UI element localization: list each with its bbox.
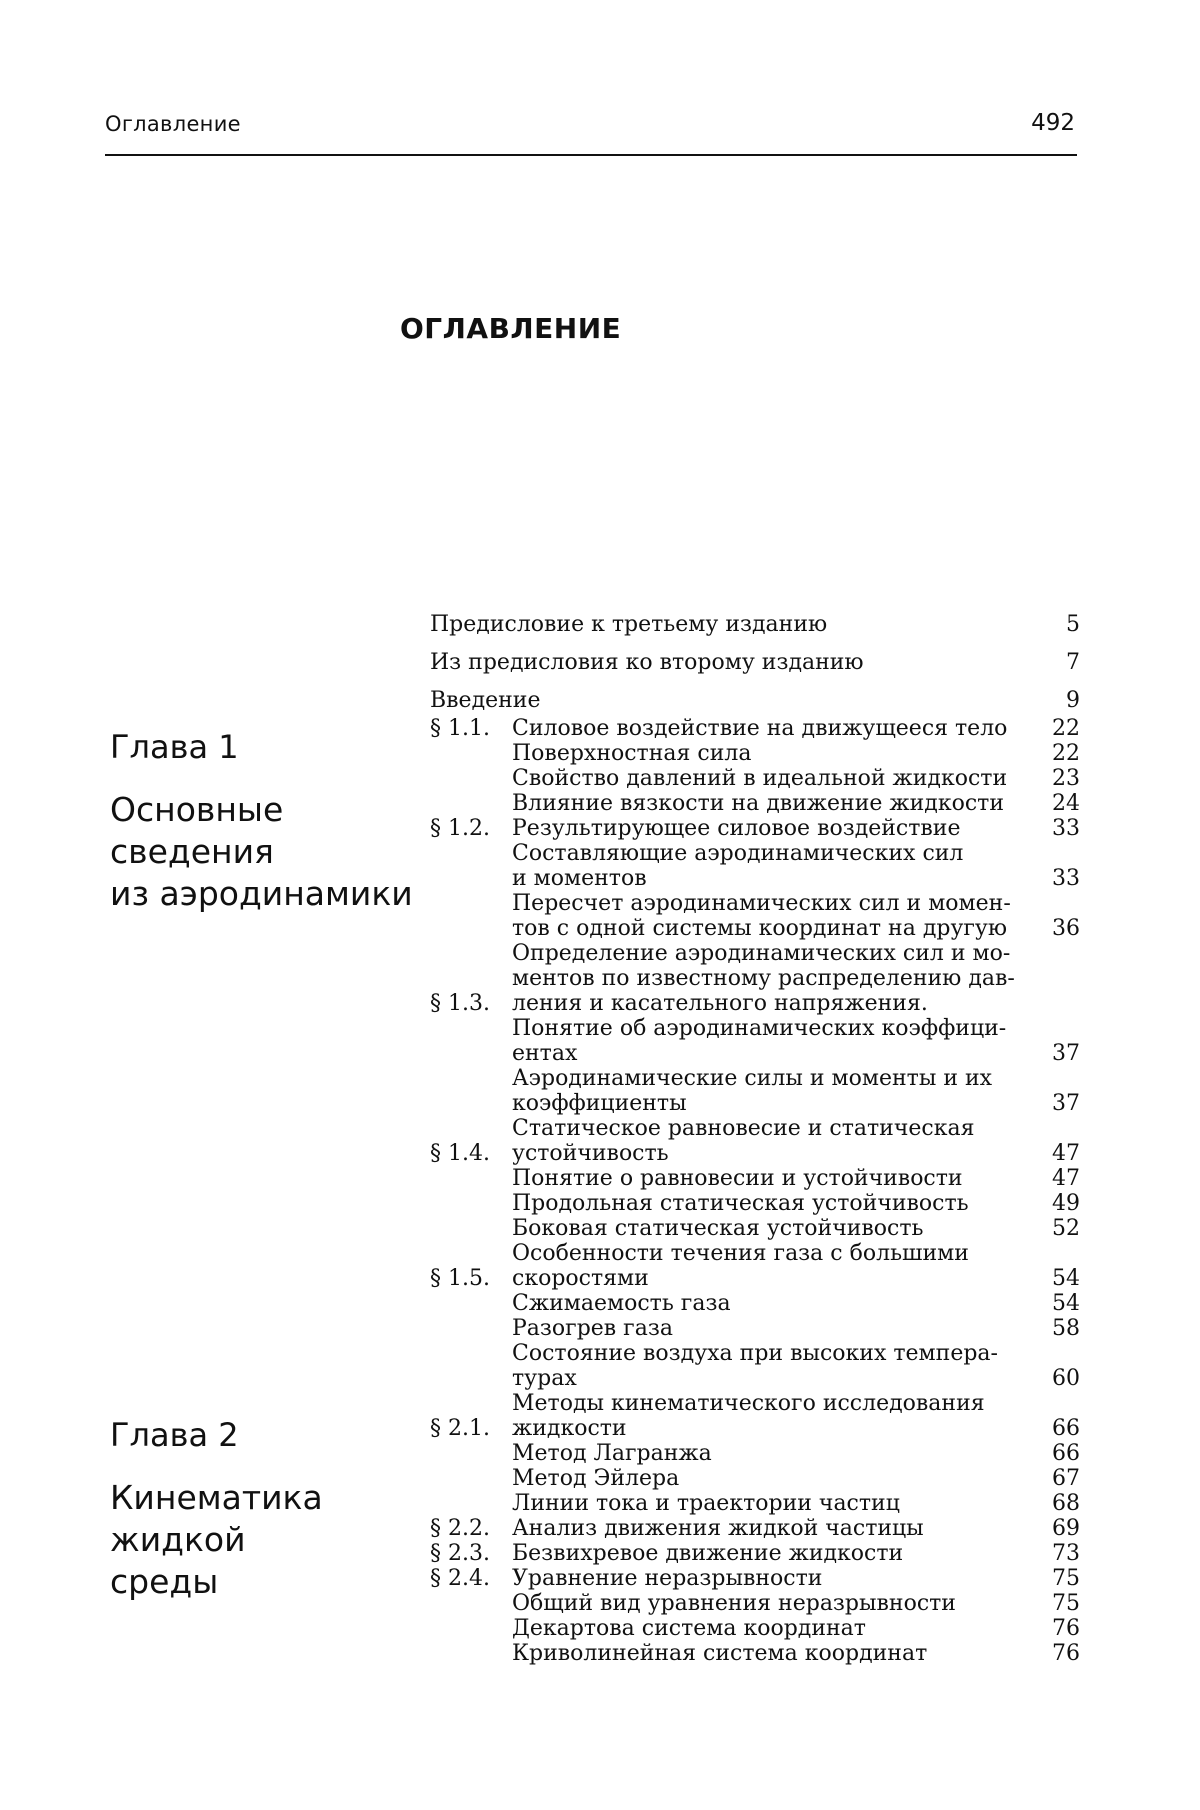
toc-entry — [430, 1491, 1080, 1516]
chapter-title-line: Кинематика — [110, 1478, 323, 1517]
toc-entry — [430, 1516, 1080, 1541]
toc-page-number: 33 — [1052, 816, 1080, 841]
toc-entry-title — [512, 1166, 1036, 1191]
toc-entry-line: и моментов — [512, 866, 647, 891]
toc-page-number: 47 — [1052, 1141, 1080, 1166]
toc-entry-line: ментов по известному распределению дав- — [512, 966, 1015, 991]
toc-entry — [430, 1216, 1080, 1241]
toc-entry-title — [512, 1391, 1036, 1441]
toc-entry-line: Пересчет аэродинамических сил и момен- — [512, 891, 1011, 916]
toc-page-number: 73 — [1052, 1541, 1080, 1566]
toc-page-number: 36 — [1052, 916, 1080, 941]
toc-entry — [430, 941, 1080, 1016]
toc-entry-line: Общий вид уравнения неразрывности — [512, 1591, 956, 1616]
toc-entry-title — [512, 1566, 1036, 1591]
toc-entry-title — [512, 766, 1036, 791]
toc-entry-line: Определение аэродинамических сил и мо- — [512, 941, 1011, 966]
toc-page-number: 33 — [1052, 866, 1080, 891]
toc-entry-line: Свойство давлений в идеальной жидкости — [512, 766, 1008, 791]
toc-entry-line: турах — [512, 1366, 577, 1391]
toc-entry-line: Поверхностная сила — [512, 741, 752, 766]
toc-page-number: 47 — [1052, 1166, 1080, 1191]
toc-entry-title — [512, 841, 1036, 891]
toc-entry-title — [512, 1516, 1036, 1541]
toc-entry-line: устойчивость — [512, 1141, 669, 1166]
toc-entry — [430, 716, 1080, 741]
toc-section-number: § 2.4. — [430, 1566, 490, 1591]
toc-section-number: § 1.5. — [430, 1266, 490, 1291]
chapter-2-heading — [110, 1415, 430, 1603]
toc-page-number: 66 — [1052, 1416, 1080, 1441]
toc-page-number: 76 — [1052, 1641, 1080, 1666]
toc-entry-line: Силовое воздействие на движущееся тело — [512, 716, 1008, 741]
toc-section-number: § 1.4. — [430, 1141, 490, 1166]
toc-page-number: 76 — [1052, 1616, 1080, 1641]
table-of-contents — [430, 612, 1080, 1666]
toc-entry-title — [512, 1241, 1036, 1291]
toc-entry-line: жидкости — [512, 1416, 627, 1441]
toc-section-number: § 2.2. — [430, 1516, 490, 1541]
toc-entry — [430, 1466, 1080, 1491]
toc-page-number: 54 — [1052, 1291, 1080, 1316]
toc-entry — [430, 816, 1080, 841]
toc-section-number: § 2.3. — [430, 1541, 490, 1566]
toc-section-number: § 1.2. — [430, 816, 490, 841]
toc-entry-title — [512, 716, 1036, 741]
toc-entry-line: Линии тока и траектории частиц — [512, 1491, 900, 1516]
toc-page-number: 22 — [1052, 716, 1080, 741]
toc-entry-line: ентах — [512, 1041, 578, 1066]
toc-entry-line: коэффициенты — [512, 1091, 687, 1116]
toc-entry — [430, 891, 1080, 941]
toc-entry-line: скоростями — [512, 1266, 649, 1291]
toc-entry-title — [512, 941, 1036, 1016]
toc-entry — [430, 1291, 1080, 1316]
toc-entry-title — [512, 1216, 1036, 1241]
toc-entry-line: Составляющие аэродинамических сил — [512, 841, 964, 866]
toc-entry — [430, 841, 1080, 891]
toc-page-number: 75 — [1052, 1591, 1080, 1616]
toc-entry-line: Безвихревое движение жидкости — [512, 1541, 904, 1566]
toc-entry-line: Аэродинамические силы и моменты и их — [512, 1066, 993, 1091]
toc-page-number: 75 — [1052, 1566, 1080, 1591]
chapter-1-heading — [110, 727, 430, 915]
chapter-title-line: сведения — [110, 832, 274, 871]
chapter-title — [110, 789, 430, 915]
toc-entry — [430, 1241, 1080, 1291]
toc-entry-line: Предисловие к третьему изданию — [430, 612, 828, 637]
toc-section-number: § 2.1. — [430, 1416, 490, 1441]
toc-entry — [430, 1191, 1080, 1216]
toc-entry-line: Методы кинематического исследования — [512, 1391, 985, 1416]
toc-entry-title — [512, 1191, 1036, 1216]
toc-page-number: 69 — [1052, 1516, 1080, 1541]
toc-section-number: § 1.3. — [430, 991, 490, 1016]
toc-page-number: 9 — [1066, 688, 1080, 713]
toc-entry — [430, 1541, 1080, 1566]
toc-entry — [430, 1591, 1080, 1616]
toc-entry — [430, 650, 1080, 676]
toc-entry — [430, 1341, 1080, 1391]
toc-entry-title — [512, 1291, 1036, 1316]
toc-entry — [430, 791, 1080, 816]
toc-page-number: 24 — [1052, 791, 1080, 816]
toc-entry-title — [512, 1541, 1036, 1566]
toc-entry-line: Статическое равновесие и статическая — [512, 1116, 975, 1141]
running-head-title: Оглавление — [105, 112, 241, 136]
toc-page-number: 22 — [1052, 741, 1080, 766]
toc-page-number: 52 — [1052, 1216, 1080, 1241]
page-title: ОГЛАВЛЕНИЕ — [400, 312, 622, 345]
toc-section-number: § 1.1. — [430, 716, 490, 741]
toc-entry-title — [512, 741, 1036, 766]
toc-page-number: 60 — [1052, 1366, 1080, 1391]
toc-entry — [430, 1566, 1080, 1591]
toc-entry-title — [512, 1616, 1036, 1641]
toc-page-number: 37 — [1052, 1091, 1080, 1116]
toc-entry-line: Разогрев газа — [512, 1316, 673, 1341]
chapter-label: Глава 2 — [110, 1416, 239, 1454]
toc-entry-line: тов с одной системы координат на другую — [512, 916, 1008, 941]
toc-entry-title — [512, 1466, 1036, 1491]
page-number: 492 — [1031, 110, 1075, 136]
toc-entry-title — [512, 1066, 1036, 1116]
toc-page-number: 37 — [1052, 1041, 1080, 1066]
toc-entry — [430, 1641, 1080, 1666]
toc-entry — [430, 612, 1080, 638]
toc-page-number: 7 — [1066, 650, 1080, 675]
toc-entry — [430, 1441, 1080, 1466]
toc-entry-line: Метод Лагранжа — [512, 1441, 712, 1466]
toc-entry — [430, 1166, 1080, 1191]
toc-entry-line: Декартова система координат — [512, 1616, 866, 1641]
toc-entry-title — [512, 1641, 1036, 1666]
toc-entry — [430, 1616, 1080, 1641]
toc-entry-line: Понятие о равновесии и устойчивости — [512, 1166, 963, 1191]
toc-entry — [430, 1316, 1080, 1341]
toc-entry-line: Боковая статическая устойчивость — [512, 1216, 924, 1241]
toc-entry-line: Понятие об аэродинамических коэффици- — [512, 1016, 1007, 1041]
toc-entry-title — [512, 1016, 1036, 1066]
toc-entry-title — [512, 891, 1036, 941]
toc-page-number: 67 — [1052, 1466, 1080, 1491]
toc-entry-line: Особенности течения газа с большими — [512, 1241, 969, 1266]
toc-page-number: 68 — [1052, 1491, 1080, 1516]
toc-entry-title — [512, 1441, 1036, 1466]
toc-entry-line: Продольная статическая устойчивость — [512, 1191, 969, 1216]
toc-page-number: 54 — [1052, 1266, 1080, 1291]
chapter-title-line: жидкой — [110, 1520, 246, 1559]
toc-entry-title — [512, 791, 1036, 816]
toc-entry-line: Уравнение неразрывности — [512, 1566, 823, 1591]
chapter-label: Глава 1 — [110, 728, 239, 766]
toc-entry — [430, 741, 1080, 766]
toc-entry-line: Из предисловия ко второму изданию — [430, 650, 864, 675]
toc-page-number: 58 — [1052, 1316, 1080, 1341]
toc-entry — [430, 766, 1080, 791]
toc-entry-line: Результирующее силовое воздействие — [512, 816, 961, 841]
toc-entry-line: Сжимаемость газа — [512, 1291, 731, 1316]
toc-page-number: 49 — [1052, 1191, 1080, 1216]
toc-page-number: 66 — [1052, 1441, 1080, 1466]
toc-entry-title — [512, 1491, 1036, 1516]
toc-entry — [430, 1016, 1080, 1066]
toc-entry-line: Криволинейная система координат — [512, 1641, 928, 1666]
toc-entry-title — [430, 688, 1036, 714]
chapter-title — [110, 1477, 430, 1603]
header-rule — [105, 154, 1077, 156]
toc-entry-title — [430, 612, 1036, 638]
toc-page-number: 23 — [1052, 766, 1080, 791]
toc-entry-title — [512, 1316, 1036, 1341]
toc-entry-title — [512, 1116, 1036, 1166]
toc-entry-line: ления и касательного напряжения. — [512, 991, 928, 1016]
toc-entry-line: Влияние вязкости на движение жидкости — [512, 791, 1004, 816]
chapter-title-line: из аэродинамики — [110, 874, 413, 913]
toc-entry-title — [512, 816, 1036, 841]
toc-entry — [430, 1391, 1080, 1441]
toc-entry-line: Метод Эйлера — [512, 1466, 680, 1491]
toc-entry-line: Анализ движения жидкой частицы — [512, 1516, 924, 1541]
toc-entry-title — [512, 1341, 1036, 1391]
chapter-title-line: Основные — [110, 790, 284, 829]
toc-entry — [430, 1066, 1080, 1116]
toc-entry — [430, 688, 1080, 714]
toc-entry-line: Состояние воздуха при высоких темпера- — [512, 1341, 998, 1366]
toc-entry-title — [430, 650, 1036, 676]
toc-entry-title — [512, 1591, 1036, 1616]
toc-entry — [430, 1116, 1080, 1166]
chapter-title-line: среды — [110, 1562, 219, 1601]
toc-entry-line: Введение — [430, 688, 541, 713]
toc-page-number: 5 — [1066, 612, 1080, 637]
